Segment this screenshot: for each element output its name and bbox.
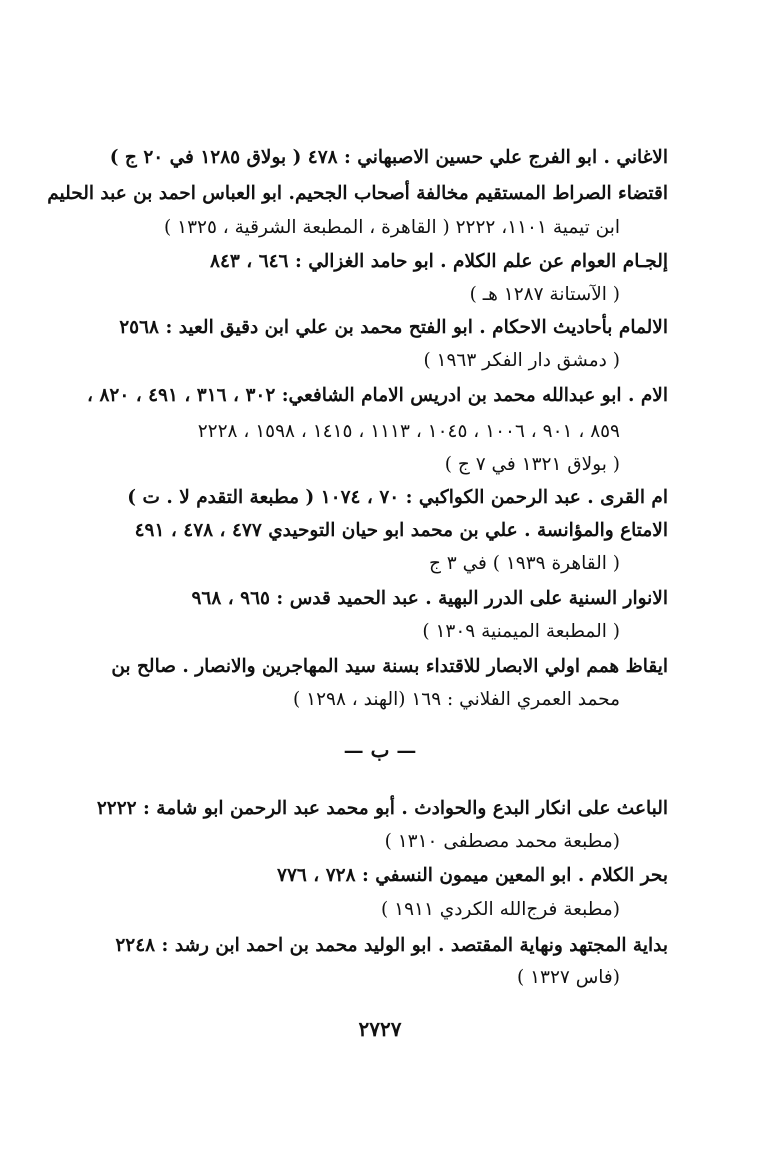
index-entry-al-anwar-cont: ( المطبعة الميمنية ١٣٠٩ ) <box>422 621 620 642</box>
index-entry-al-ilmam-cont: ( دمشق دار الفكر ١٩٦٣ ) <box>423 350 620 371</box>
index-entry-al-aghani: الاغاني . ابو الفرج علي حسين الاصبهاني : ٤٧٨ ( بولاق ١٢٨٥ في ٢٠ ج ) <box>109 147 668 168</box>
index-entry-iqtida-cont: ابن تيمية ١١٠١، ٢٢٢٢ ( القاهرة ، المطبعة الشرقية ، ١٣٢٥ ) <box>164 217 620 238</box>
index-entry-bahr-al-kalam: بحر الكلام . ابو المعين ميمون النسفي : ٧٢٨ ، ٧٧٦ <box>277 865 668 886</box>
index-entry-bahr-al-kalam-cont: (مطبعة فرج‌الله الكردي ١٩١١ ) <box>381 899 620 920</box>
index-entry-iqtida: اقتضاء الصراط المستقيم مخالفة أصحاب الجحيم. ابو العباس احمد بن عبد الحليم <box>47 183 668 204</box>
index-entry-al-umm-cont-2: ( بولاق ١٣٢١ في ٧ ج ) <box>444 454 620 475</box>
index-entry-iljam: إلجـام العوام عن علم الكلام . ابو حامد الغزالي : ٦٤٦ ، ٨٤٣ <box>210 251 668 272</box>
index-entry-al-baith: الباعث على انكار البدع والحوادث . أبو محمد عبد الرحمن ابو شامة : ٢٢٢٢ <box>96 798 668 819</box>
index-entry-umm-al-qura: ام القرى . عبد الرحمن الكواكبي : ٧٠ ، ١٠٧٤ ( مطبعة التقدم لا . ت ) <box>127 487 668 508</box>
index-entry-al-umm: الام . ابو عبدالله محمد بن ادريس الامام الشافعي: ٣٠٢ ، ٣١٦ ، ٤٩١ ، ٨٢٠ ، <box>87 385 668 406</box>
index-entry-bidayat: بداية المجتهد ونهاية المقتصد . ابو الوليد محمد بن احمد ابن رشد : ٢٢٤٨ <box>115 935 668 956</box>
index-entry-al-baith-cont: (مطبعة محمد مصطفى ١٣١٠ ) <box>384 831 620 852</box>
index-entry-al-umm-cont-1: ٨٥٩ ، ٩٠١ ، ١٠٠٦ ، ١٠٤٥ ، ١١١٣ ، ١٤١٥ ، ١٥٩٨ ، ٢٢٢٨ <box>197 421 620 442</box>
section-divider-ba: — ب — <box>343 738 417 762</box>
index-entry-al-ilmam: الالمام بأحاديث الاحكام . ابو الفتح محمد بن علي ابن دقيق العيد : ٢٥٦٨ <box>119 317 668 338</box>
index-entry-bidayat-cont: (فاس ١٣٢٧ ) <box>516 967 620 988</box>
index-entry-al-imta: الامتاع والمؤانسة . علي بن محمد ابو حيان التوحيدي ٤٧٧ ، ٤٧٨ ، ٤٩١ <box>134 520 668 541</box>
index-entry-al-imta-cont: ( القاهرة ١٩٣٩ ) في ٣ ج <box>428 553 620 574</box>
page-number: ٢٧٢٧ <box>358 1017 402 1041</box>
index-entry-iqaz-cont: محمد العمري الفلاني : ١٦٩ (الهند ، ١٢٩٨ ) <box>293 689 620 710</box>
index-entry-al-anwar: الانوار السنية على الدرر البهية . عبد الحميد قدس : ٩٦٥ ، ٩٦٨ <box>191 588 668 609</box>
index-entry-iqaz: ايقاظ همم اولي الابصار للاقتداء بسنة سيد المهاجرين والانصار . صالح بن <box>111 656 668 677</box>
index-entry-iljam-cont: ( الآستانة ١٢٨٧ هـ ) <box>469 284 620 305</box>
